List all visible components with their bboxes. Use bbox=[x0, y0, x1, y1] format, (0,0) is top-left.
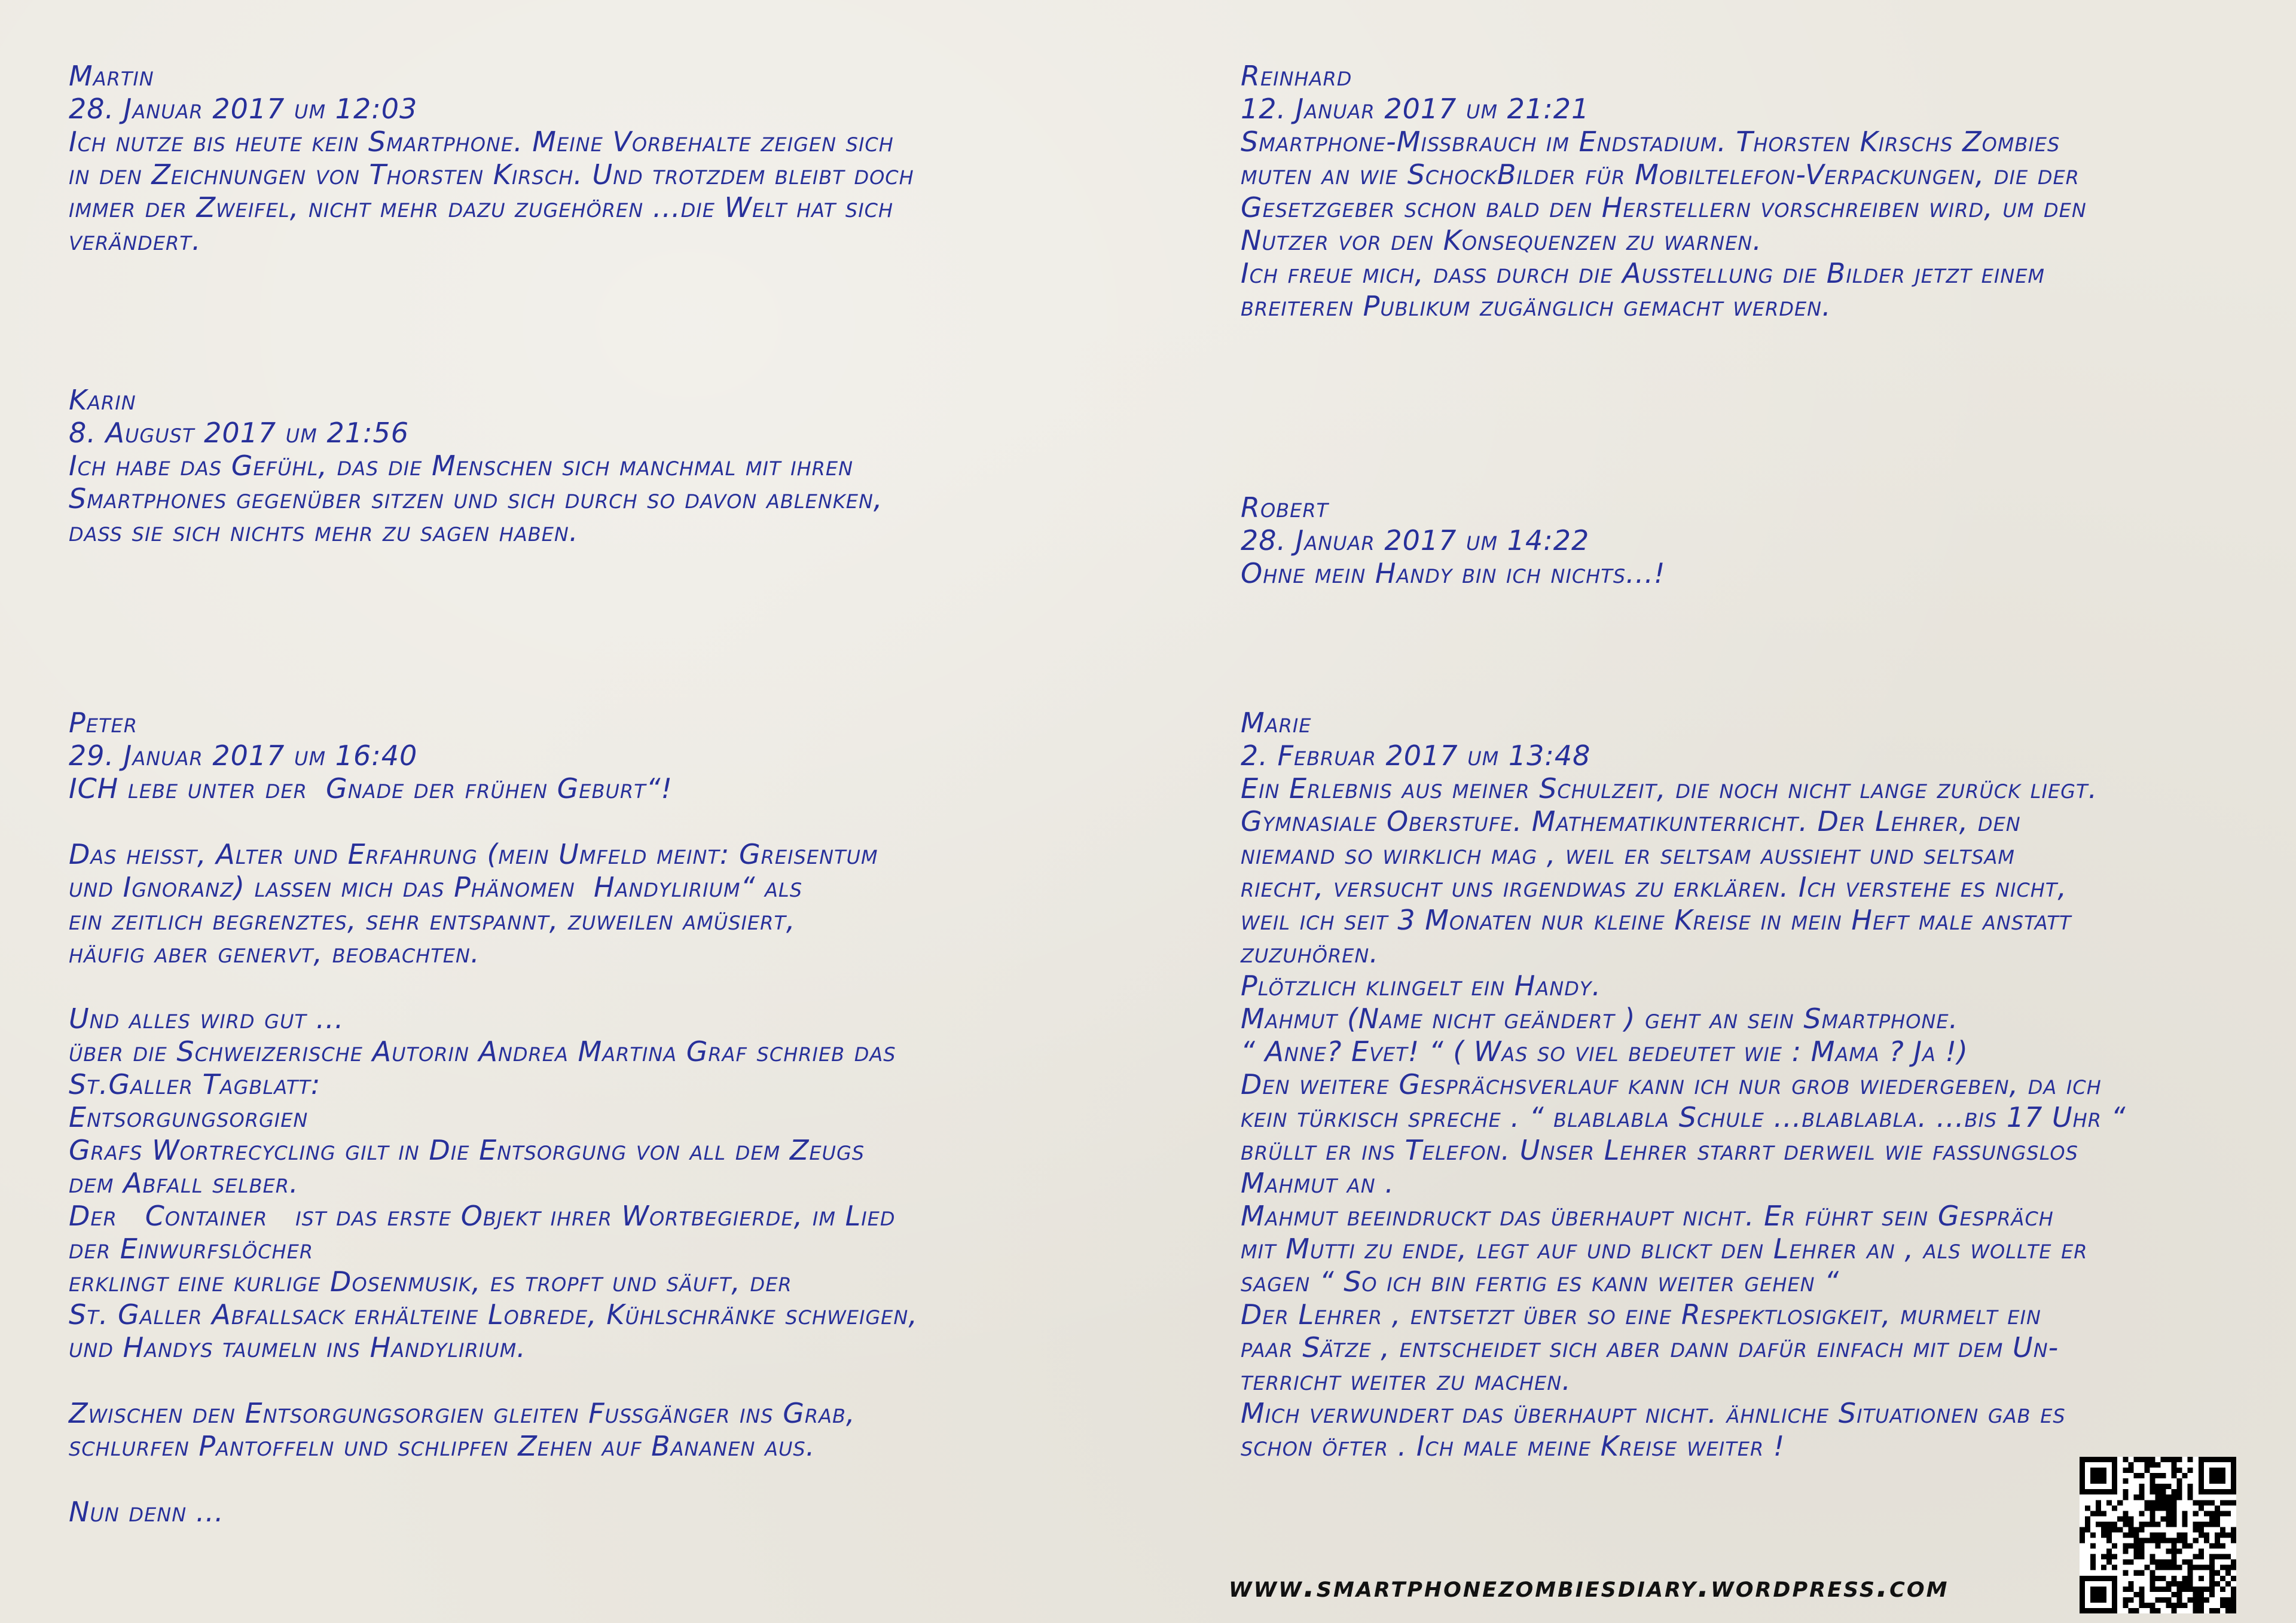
comment-line: Gymnasiale Oberstufe. Mathematikunterricht. Der Lehrer, den bbox=[1241, 805, 2021, 838]
comment-line: dass sie sich nichts mehr zu sagen haben. bbox=[69, 515, 579, 548]
comment-line: Mahmut beeindruckt das überhaupt nicht. Er führt sein Gespräch bbox=[1241, 1200, 2054, 1232]
comment-line: Ohne mein Handy bin ich nichts...! bbox=[1241, 557, 1666, 589]
comment-line: Und alles wird gut ... bbox=[69, 1002, 344, 1035]
website-url[interactable]: www.smartphonezombiesdiary.wordpress.com bbox=[1229, 1569, 1949, 1604]
comment-author: Marie bbox=[1241, 707, 1312, 739]
comment-line: schlurfen Pantoffeln und schlipfen Zehen auf Bananen aus. bbox=[69, 1430, 816, 1462]
comment-line: Gesetzgeber schon bald den Herstellern vorschreiben wird, um den bbox=[1241, 191, 2087, 224]
comment-line: Nun denn ... bbox=[69, 1496, 224, 1528]
comment-line: Nutzer vor den Konsequenzen zu warnen. bbox=[1241, 224, 1762, 256]
comment-author: Karin bbox=[69, 384, 136, 416]
comment-line: in den Zeichnungen von Thorsten Kirsch. Und trotzdem bleibt doch bbox=[69, 158, 914, 191]
comment-line: dem Abfall selber. bbox=[69, 1167, 299, 1199]
comment-author: Martin bbox=[69, 60, 154, 92]
comment-line: der Einwurfslöcher bbox=[69, 1233, 314, 1265]
comment-line: häufig aber genervt, beobachten. bbox=[69, 937, 480, 969]
comment-peter bbox=[69, 707, 918, 1529]
comment-line: mit Mutti zu ende, legt auf und blickt den Lehrer an , als wollte er bbox=[1241, 1233, 2088, 1265]
comment-line: St.Galler Tagblatt: bbox=[69, 1068, 321, 1101]
comment-line: riecht, versucht uns irgendwas zu erklären. Ich verstehe es nicht, bbox=[1241, 871, 2067, 903]
comment-line: ein zeitlich begrenztes, sehr entspannt, zuweilen amüsiert, bbox=[69, 904, 796, 936]
comment-line: muten an wie SchockBilder für Mobiltelefon-Verpackungen, die der bbox=[1241, 158, 2080, 191]
comment-body bbox=[1241, 126, 2087, 323]
comment-date: 2. Februar 2017 um 13:48 bbox=[1241, 739, 1591, 772]
comment-line: brüllt er ins Telefon. Unser Lehrer starrt derweil wie fassungslos bbox=[1241, 1134, 2078, 1166]
comment-line: zuzuhören. bbox=[1241, 937, 1379, 969]
comment-line: Der Container ist das erste Objekt ihrer Wortbegierde, im Lied bbox=[69, 1200, 896, 1232]
comment-karin bbox=[69, 384, 883, 548]
comment-line: breiteren Publikum zugänglich gemacht werden. bbox=[1241, 290, 1831, 322]
comment-line: paar Sätze , entscheidet sich aber dann dafür einfach mit dem Un- bbox=[1241, 1331, 2059, 1364]
comment-line: Ein Erlebnis aus meiner Schulzeit, die noch nicht lange zurück liegt. bbox=[1241, 772, 2098, 805]
comment-line bbox=[69, 1463, 918, 1496]
comment-date: 29. Januar 2017 um 16:40 bbox=[69, 739, 418, 772]
comment-line: Entsorgungsorgien bbox=[69, 1101, 309, 1133]
comment-line: immer der Zweifel, nicht mehr dazu zugehören ...die Welt hat sich bbox=[69, 191, 894, 224]
comment-date: 28. Januar 2017 um 14:22 bbox=[1241, 524, 1590, 557]
comment-line: schon öfter . Ich male meine Kreise weiter ! bbox=[1241, 1430, 1785, 1462]
qr-code-icon[interactable] bbox=[2080, 1457, 2236, 1613]
comment-line: erklingt eine kurlige Dosenmusik, es tropft und säuft, der bbox=[69, 1266, 792, 1298]
comment-line bbox=[69, 970, 918, 1002]
comment-line: Zwischen den Entsorgungsorgien gleiten Fussgänger ins Grab, bbox=[69, 1397, 856, 1429]
comment-author: Robert bbox=[1241, 491, 1329, 524]
comment-line: kein türkisch spreche . “ blablabla Schule ...blablabla. ...bis 17 Uhr “ bbox=[1241, 1101, 2126, 1133]
comment-line: niemand so wirklich mag , weil er seltsam aussieht und seltsam bbox=[1241, 838, 2016, 870]
comment-author: Peter bbox=[69, 707, 138, 739]
comment-body bbox=[1241, 557, 1665, 590]
comment-line: Smartphone-Missbrauch im Endstadium. Thorsten Kirschs Zombies bbox=[1241, 126, 2060, 158]
comment-line: Ich nutze bis heute kein Smartphone. Meine Vorbehalte zeigen sich bbox=[69, 126, 894, 158]
comment-date: 28. Januar 2017 um 12:03 bbox=[69, 93, 418, 125]
comment-marie bbox=[1241, 707, 2126, 1463]
comment-reinhard bbox=[1241, 60, 2087, 323]
comment-line bbox=[69, 1364, 918, 1397]
comment-line: verändert. bbox=[69, 224, 201, 256]
comment-line: Grafs Wortrecycling gilt in Die Entsorgung von all dem Zeugs bbox=[69, 1134, 865, 1166]
comment-line: terricht weiter zu machen. bbox=[1241, 1364, 1571, 1396]
comment-line: Der Lehrer , entsetzt über so eine Respektlosigkeit, murmelt ein bbox=[1241, 1298, 2041, 1331]
comment-martin bbox=[69, 60, 914, 257]
comment-body bbox=[69, 126, 914, 257]
comment-line: Mahmut (Name nicht geändert ) geht an sein Smartphone. bbox=[1241, 1002, 1959, 1035]
comment-body bbox=[69, 450, 883, 548]
comment-line: weil ich seit 3 Monaten nur kleine Kreise in mein Heft male anstatt bbox=[1241, 904, 2072, 936]
qr-code-graphic bbox=[2080, 1457, 2236, 1613]
comment-line: und Ignoranz) lassen mich das Phänomen Handylirium“ als bbox=[69, 871, 803, 903]
comment-line: Ich freue mich, dass durch die Ausstellung die Bilder jetzt einem bbox=[1241, 257, 2045, 289]
comment-date: 8. August 2017 um 21:56 bbox=[69, 417, 410, 449]
comment-line: und Handys taumeln ins Handylirium. bbox=[69, 1331, 526, 1364]
comment-date: 12. Januar 2017 um 21:21 bbox=[1241, 93, 1590, 125]
comment-line: Smartphones gegenüber sitzen und sich durch so davon ablenken, bbox=[69, 482, 883, 515]
comment-line: Mahmut an . bbox=[1241, 1167, 1394, 1199]
comment-line: Plötzlich klingelt ein Handy. bbox=[1241, 970, 1602, 1002]
comment-line: ICH lebe unter der Gnade der frühen Geburt“! bbox=[69, 772, 673, 805]
comment-line: Den weitere Gesprächsverlauf kann ich nur grob wiedergeben, da ich bbox=[1241, 1068, 2102, 1101]
comment-line: Ich habe das Gefühl, das die Menschen sich manchmal mit ihren bbox=[69, 450, 854, 482]
comment-line: “ Anne? Evet! “ ( Was so viel bedeutet wie : Mama ? Ja !) bbox=[1241, 1035, 1968, 1068]
comment-line: Das heisst, Alter und Erfahrung (mein Umfeld meint: Greisentum bbox=[69, 838, 878, 870]
comment-robert bbox=[1241, 491, 1665, 590]
comment-line bbox=[69, 805, 918, 838]
comment-line: sagen “ So ich bin fertig es kann weiter gehen “ bbox=[1241, 1266, 1840, 1298]
comment-body bbox=[1241, 772, 2126, 1463]
comment-line: St. Galler Abfallsack erhälteine Lobrede, Kühlschränke schweigen, bbox=[69, 1298, 918, 1331]
comment-line: Mich verwundert das überhaupt nicht. ähnliche Situationen gab es bbox=[1241, 1397, 2066, 1429]
comment-line: über die Schweizerische Autorin Andrea Martina Graf schrieb das bbox=[69, 1035, 896, 1068]
comment-author: Reinhard bbox=[1241, 60, 1352, 92]
comment-body bbox=[69, 772, 918, 1529]
